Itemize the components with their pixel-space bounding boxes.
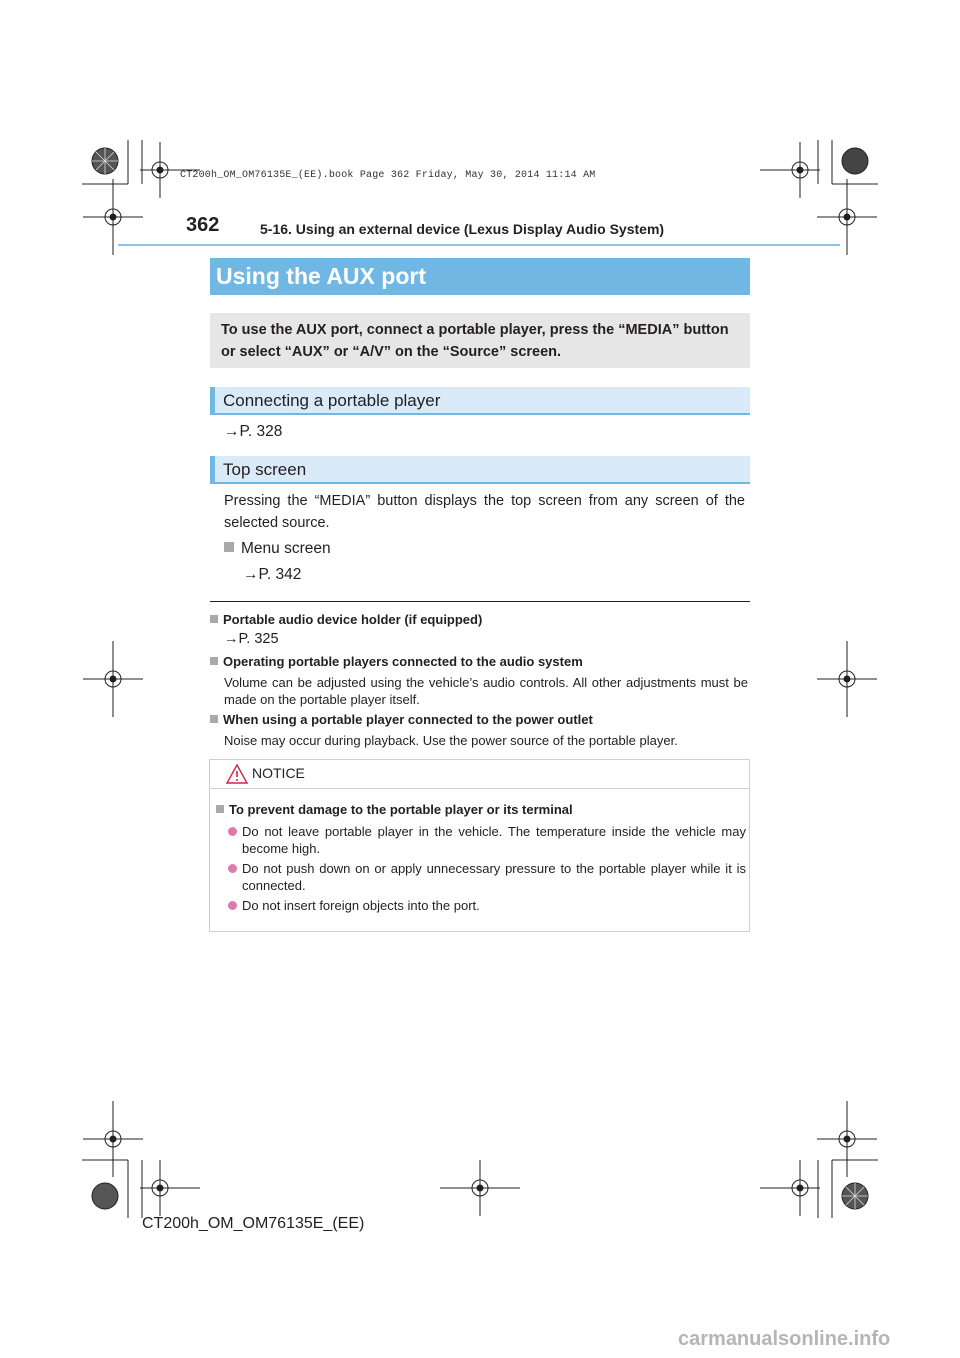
page-reference[interactable] [224, 423, 282, 441]
page-reference-text: P. 342 [258, 566, 302, 583]
notice-heading: To prevent damage to the portable player or its terminal [216, 802, 573, 817]
square-bullet-icon [210, 615, 218, 623]
menu-screen-heading [224, 538, 331, 560]
heading-connecting-portable-player: Connecting a portable player [210, 387, 750, 415]
page-title: Using the AUX port [210, 258, 750, 295]
bullet-dot-icon [228, 901, 237, 910]
page-number: 362 [186, 214, 220, 236]
arrow-right-icon: → [243, 566, 259, 583]
square-bullet-icon [210, 715, 218, 723]
section-title: 5-16. Using an external device (Lexus Display Audio System) [260, 221, 665, 237]
intro-text: To use the AUX port, connect a portable player, press the “MEDIA” button or select “AUX” or “A/V” on the “Source” screen. [221, 322, 729, 360]
note-heading: Operating portable players connected to the audio system [210, 654, 583, 669]
header-rule [118, 244, 840, 246]
menu-screen-reference[interactable] [243, 566, 301, 584]
notice-label: NOTICE [252, 765, 305, 781]
bullet-dot-icon [228, 864, 237, 873]
warning-triangle-icon [226, 764, 248, 784]
arrow-right-icon: → [224, 631, 239, 647]
page-reference-text: P. 325 [238, 631, 279, 647]
note-heading: When using a portable player connected to the power outlet [210, 712, 593, 727]
notice-item: Do not insert foreign objects into the port. [242, 897, 746, 914]
notes-divider [210, 601, 750, 602]
notice-rule [210, 788, 749, 789]
notice-box [209, 759, 750, 932]
menu-screen-label: Menu screen [241, 540, 331, 557]
square-bullet-icon [210, 657, 218, 665]
intro-box [210, 313, 750, 368]
square-bullet-icon [224, 542, 234, 552]
footer-document-code: CT200h_OM_OM76135E_(EE) [142, 1215, 365, 1232]
top-screen-body: Pressing the “MEDIA” button displays the top screen from any screen of the selected source. [224, 493, 745, 531]
note-body: Volume can be adjusted using the vehicle’s audio controls. All other adjustments must be made on the portable player itself. [224, 675, 748, 707]
arrow-right-icon: → [224, 423, 240, 440]
note-heading: Portable audio device holder (if equipped) [210, 612, 482, 627]
watermark: carmanualsonline.info [678, 1328, 891, 1350]
print-info-line: CT200h_OM_OM76135E_(EE).book Page 362 Friday, May 30, 2014 11:14 AM [180, 170, 596, 181]
page-reference-text: P. 328 [239, 423, 283, 440]
notice-item: Do not leave portable player in the vehicle. The temperature inside the vehicle may become high. [242, 823, 746, 857]
note-body: Noise may occur during playback. Use the power source of the portable player. [224, 733, 678, 748]
note-reference[interactable] [224, 631, 279, 647]
heading-top-screen: Top screen [210, 456, 750, 484]
bullet-dot-icon [228, 827, 237, 836]
notice-item: Do not push down on or apply unnecessary pressure to the portable player while it is connected. [242, 860, 746, 894]
square-bullet-icon [216, 805, 224, 813]
